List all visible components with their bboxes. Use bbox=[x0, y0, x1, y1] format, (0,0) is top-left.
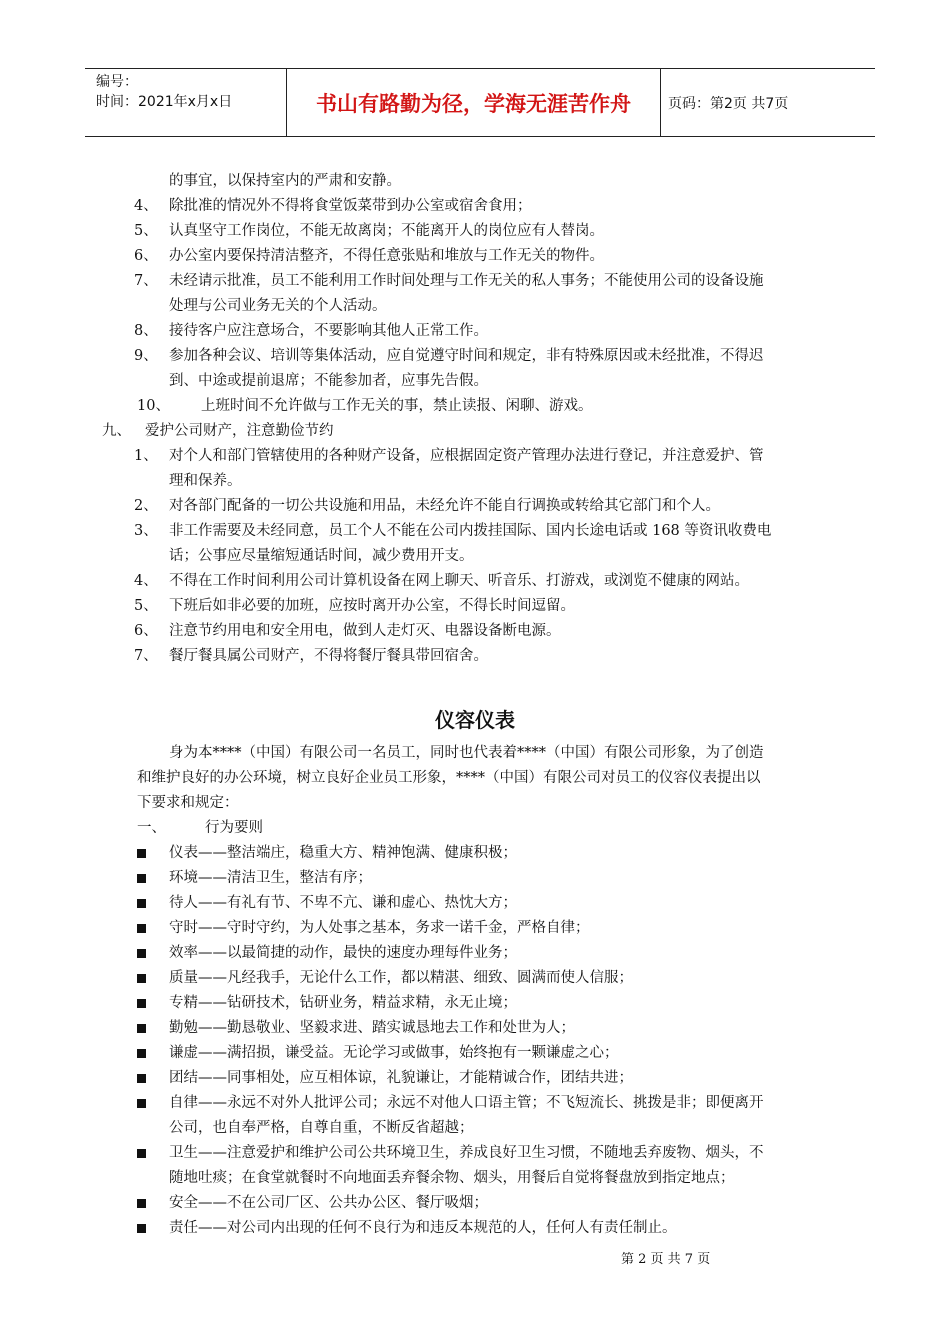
item-text: 不得在工作时间利用公司计算机设备在网上聊天、听音乐、打游戏，或浏览不健康的网站。 bbox=[169, 573, 749, 589]
bullet-text: 谦虚——满招损，谦受益。无论学习或做事，始终抱有一颗谦虚之心； bbox=[169, 1045, 619, 1061]
rule-text: 除批准的情况外不得将食堂饭菜带到办公室或宿舍食用； bbox=[169, 198, 532, 214]
item-text: 餐厅餐具属公司财产，不得将餐厅餐具带回宿舍。 bbox=[169, 648, 488, 664]
page-header bbox=[85, 68, 875, 137]
rule-number: 4、 bbox=[134, 198, 158, 214]
item-number: 4、 bbox=[134, 573, 158, 589]
bullet-text: 安全——不在公司厂区、公共办公区、餐厅吸烟； bbox=[169, 1195, 488, 1211]
bullet-square-icon bbox=[137, 1024, 146, 1033]
header-meta-cell bbox=[85, 69, 287, 136]
intro-text: 身为本****（中国）有限公司一名员工，同时也代表着****（中国）有限公司形象，为了创造 bbox=[169, 745, 764, 761]
continued-text: 的事宜，以保持室内的严肃和安静。 bbox=[169, 173, 401, 189]
page-footer: 第 2 页 共 7 页 bbox=[621, 1252, 711, 1267]
bullet-text: 仪表——整洁端庄，稳重大方、精神饱满、健康积极； bbox=[169, 845, 517, 861]
rule-number: 8、 bbox=[134, 323, 158, 339]
bullet-text: 团结——同事相处，应互相体谅，礼貌谦让，才能精诚合作，团结共进； bbox=[169, 1070, 633, 1086]
bullet-text: 专精——钻研技术，钻研业务，精益求精，永无止境； bbox=[169, 995, 517, 1011]
bullet-text: 责任——对公司内出现的任何不良行为和违反本规范的人，任何人有责任制止。 bbox=[169, 1220, 677, 1236]
item-text: 对个人和部门管辖使用的各种财产设备，应根据固定资产管理办法进行登记，并注意爱护、管 bbox=[169, 448, 764, 464]
rule-text: 处理与公司业务无关的个人活动。 bbox=[169, 298, 387, 314]
intro-text: 下要求和规定： bbox=[137, 795, 239, 811]
bullet-text: 环境——清洁卫生，整洁有序； bbox=[169, 870, 372, 886]
rule-number: 10、 bbox=[137, 398, 170, 414]
rule-text: 办公室内要保持清洁整齐，不得任意张贴和堆放与工作无关的物件。 bbox=[169, 248, 604, 264]
intro-text: 和维护良好的办公环境，树立良好企业员工形象，****（中国）有限公司对员工的仪容仪表提出以 bbox=[137, 770, 761, 786]
subsection-heading: 行为要则 bbox=[205, 820, 263, 836]
bullet-square-icon bbox=[137, 899, 146, 908]
bullet-square-icon bbox=[137, 974, 146, 983]
item-text: 理和保养。 bbox=[169, 473, 242, 489]
bullet-square-icon bbox=[137, 1199, 146, 1208]
bullet-text: 自律——永远不对外人批评公司；永远不对他人口语主管；不飞短流长、挑拨是非；即便离开 bbox=[169, 1095, 764, 1111]
time-label: 时间：2021年x月x日 bbox=[96, 94, 233, 110]
bullet-square-icon bbox=[137, 1149, 146, 1158]
item-number: 6、 bbox=[134, 623, 158, 639]
bullet-square-icon bbox=[137, 924, 146, 933]
bullet-square-icon bbox=[137, 949, 146, 958]
item-text: 注意节约用电和安全用电，做到人走灯灭、电器设备断电源。 bbox=[169, 623, 561, 639]
bullet-text: 待人——有礼有节、不卑不亢、谦和虚心、热忱大方； bbox=[169, 895, 517, 911]
bullet-square-icon bbox=[137, 874, 146, 883]
item-number: 1、 bbox=[134, 448, 158, 464]
bullet-square-icon bbox=[137, 999, 146, 1008]
rule-text: 参加各种会议、培训等集体活动，应自觉遵守时间和规定，非有特殊原因或未经批准，不得迟 bbox=[169, 348, 764, 364]
bullet-text: 随地吐痰；在食堂就餐时不向地面丢弃餐余物、烟头，用餐后自觉将餐盘放到指定地点； bbox=[169, 1170, 735, 1186]
bullet-text: 卫生——注意爱护和维护公司公共环境卫生，养成良好卫生习惯，不随地丢弃废物、烟头，不 bbox=[169, 1145, 764, 1161]
item-number: 7、 bbox=[134, 648, 158, 664]
rule-number: 7、 bbox=[134, 273, 158, 289]
item-text: 话；公事应尽量缩短通话时间，减少费用开支。 bbox=[169, 548, 474, 564]
rule-number: 6、 bbox=[134, 248, 158, 264]
bullet-text: 守时——守时守约，为人处事之基本，务求一诺千金，严格自律； bbox=[169, 920, 590, 936]
bullet-square-icon bbox=[137, 1074, 146, 1083]
serial-label: 编号： bbox=[96, 74, 138, 90]
bullet-text: 公司，也自奉严格，自尊自重，不断反省超越； bbox=[169, 1120, 474, 1136]
item-number: 2、 bbox=[134, 498, 158, 514]
bullet-text: 效率——以最简捷的动作，最快的速度办理每件业务； bbox=[169, 945, 517, 961]
rule-text: 未经请示批准，员工不能利用工作时间处理与工作无关的私人事务；不能使用公司的设备设施 bbox=[169, 273, 764, 289]
bullet-text: 勤勉——勤恳敬业、坚毅求进、踏实诚恳地去工作和处世为人； bbox=[169, 1020, 575, 1036]
bullet-square-icon bbox=[137, 1099, 146, 1108]
rule-number: 9、 bbox=[134, 348, 158, 364]
header-motto: 书山有路勤为径，学海无涯苦作舟 bbox=[287, 69, 661, 136]
rule-number: 5、 bbox=[134, 223, 158, 239]
subsection-number: 一、 bbox=[137, 820, 166, 836]
rule-text: 接待客户应注意场合，不要影响其他人正常工作。 bbox=[169, 323, 488, 339]
item-text: 对各部门配备的一切公共设施和用品，未经允许不能自行调换或转给其它部门和个人。 bbox=[169, 498, 720, 514]
rule-text: 上班时间不允许做与工作无关的事，禁止读报、闲聊、游戏。 bbox=[201, 398, 593, 414]
section-heading: 爱护公司财产，注意勤俭节约 bbox=[145, 423, 334, 439]
item-text: 非工作需要及未经同意，员工个人不能在公司内拨挂国际、国内长途电话或 168 等资讯收费电 bbox=[169, 523, 772, 539]
section-number: 九、 bbox=[102, 423, 131, 439]
rule-text: 认真坚守工作岗位，不能无故离岗；不能离开人的岗位应有人替岗。 bbox=[169, 223, 604, 239]
item-text: 下班后如非必要的加班，应按时离开办公室，不得长时间逗留。 bbox=[169, 598, 575, 614]
bullet-text: 质量——凡经我手，无论什么工作，都以精湛、细致、圆满而使人信服； bbox=[169, 970, 633, 986]
bullet-square-icon bbox=[137, 849, 146, 858]
bullet-square-icon bbox=[137, 1049, 146, 1058]
bullet-square-icon bbox=[137, 1224, 146, 1233]
section-title: 仪容仪表 bbox=[435, 708, 515, 732]
item-number: 5、 bbox=[134, 598, 158, 614]
item-number: 3、 bbox=[134, 523, 158, 539]
rule-text: 到、中途或提前退席；不能参加者，应事先告假。 bbox=[169, 373, 488, 389]
header-page-info: 页码：第2页 共7页 bbox=[668, 96, 789, 112]
